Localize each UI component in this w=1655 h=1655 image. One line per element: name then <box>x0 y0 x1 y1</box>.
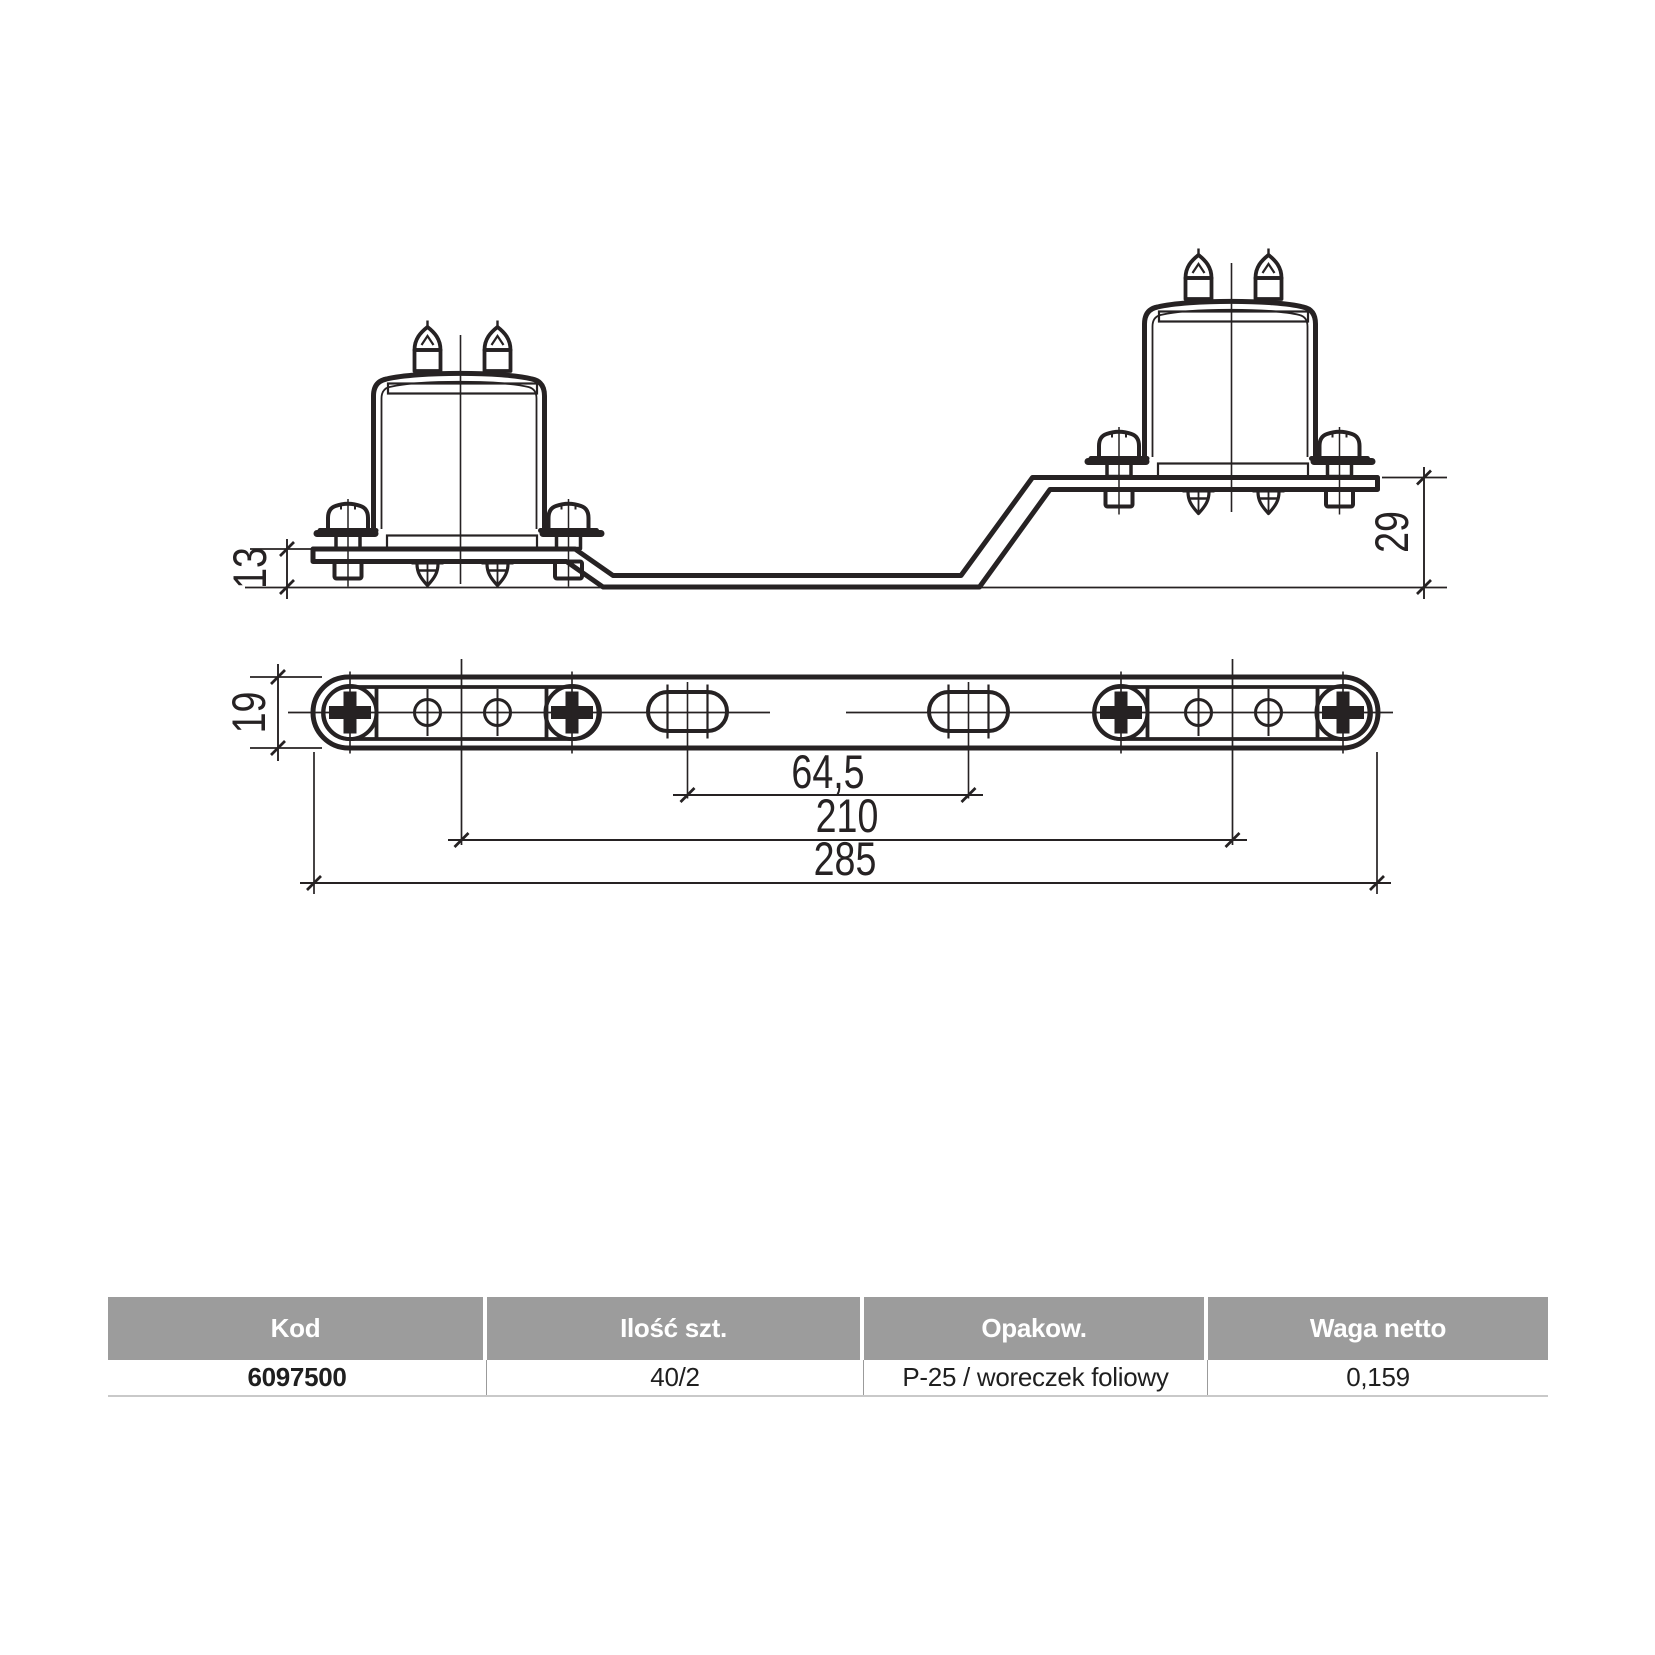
header-waga-netto: Waga netto <box>1208 1297 1548 1360</box>
side-view <box>224 249 1447 600</box>
spec-table-row <box>108 1360 1548 1397</box>
left-slot-hole <box>648 682 727 799</box>
dim-slot-spacing-label: 64,5 <box>791 746 865 800</box>
dimension-13 <box>224 539 311 599</box>
dim-mount-spacing-label: 210 <box>815 790 879 844</box>
spec-table-header <box>108 1297 1548 1360</box>
plate-profile <box>313 478 1378 588</box>
right-clamp-tower <box>1088 249 1372 515</box>
left-hole-cluster <box>323 659 600 845</box>
dim-plate-width-label: 19 <box>223 691 277 734</box>
right-hole-cluster <box>1094 659 1371 845</box>
dim-right-height-label: 29 <box>1366 511 1420 553</box>
value-waga-netto: 0,159 <box>1346 1362 1410 1392</box>
dim-overall-length-label: 285 <box>813 833 877 887</box>
dim-plate-thickness-label: 13 <box>224 547 278 589</box>
header-ilosc-szt: Ilość szt. <box>487 1297 864 1360</box>
value-kod: 6097500 <box>108 1360 487 1395</box>
value-opakow: P-25 / woreczek foliowy <box>864 1360 1208 1395</box>
header-kod: Kod <box>108 1297 487 1360</box>
header-opakow: Opakow. <box>864 1297 1208 1360</box>
right-slot-hole <box>929 682 1008 799</box>
value-ilosc-szt: 40/2 <box>487 1360 864 1395</box>
plan-view <box>223 659 1393 894</box>
spec-table <box>108 1297 1548 1397</box>
